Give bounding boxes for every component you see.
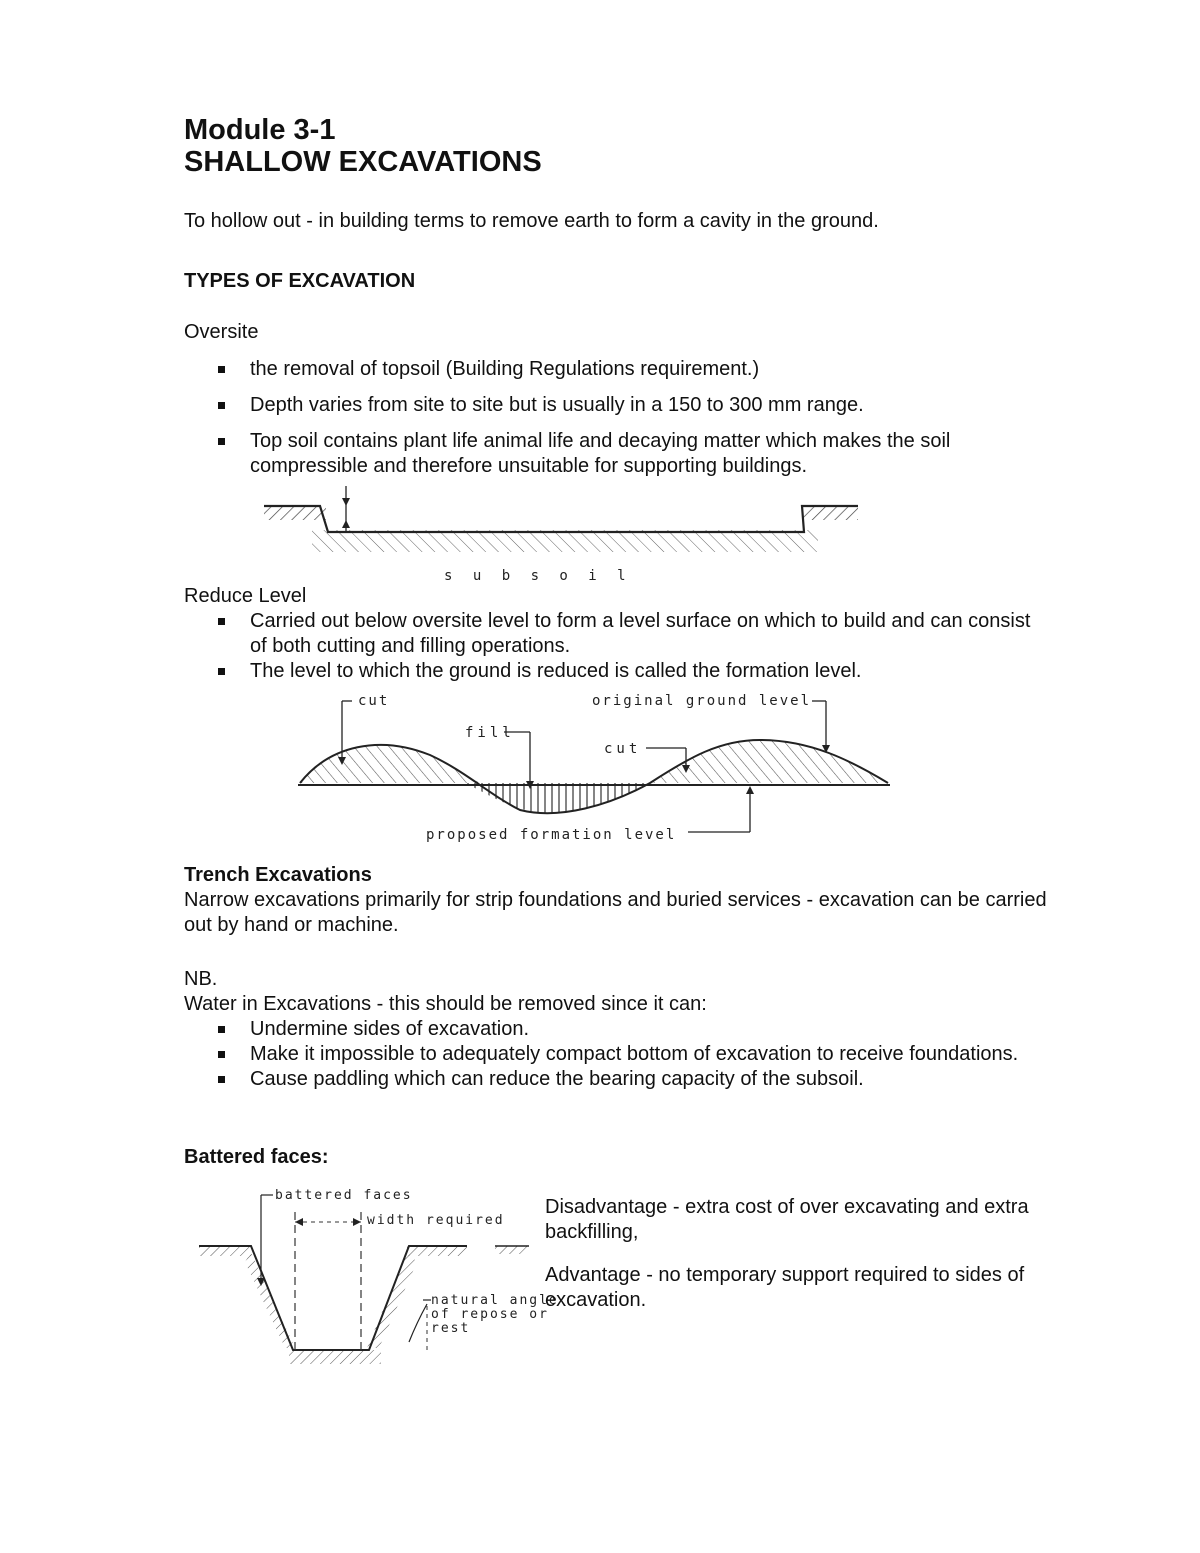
label-natural-angle-2: of repose or (431, 1307, 549, 1322)
list-item: Top soil contains plant life animal life and decaying matter which makes the soil compressible and therefore unsuitable for supporting buildings. (216, 429, 1046, 479)
ground-far-right (495, 1246, 529, 1254)
label-cut-left: cut (358, 693, 390, 709)
subsoil-band (312, 530, 818, 552)
battered-disadvantage: Disadvantage - extra cost of over excavating and extra backfilling, (545, 1196, 1029, 1243)
reduce-level-list (216, 609, 1046, 684)
battered-heading: Battered faces: (184, 1146, 329, 1168)
label-battered-faces: battered faces (275, 1188, 413, 1203)
label-proposed-formation-level: proposed formation level (426, 827, 677, 843)
label-fill: fill (465, 725, 515, 741)
soil-base (289, 1350, 381, 1364)
list-item: Depth varies from site to site but is usually in a 150 to 300 mm range. (216, 393, 1046, 418)
excavation-profile (264, 506, 858, 532)
arrow-head-icon (295, 1218, 303, 1226)
nb-label: NB. (184, 968, 218, 990)
nb-intro: Water in Excavations - this should be removed since it can: (184, 993, 707, 1015)
label-original-ground-level: original ground level (592, 693, 812, 709)
label-natural-angle-3: rest (431, 1321, 471, 1336)
fill-area (465, 783, 650, 813)
bullet-icon (218, 1026, 225, 1033)
oversite-diagram (250, 482, 870, 587)
bullet-icon (218, 366, 225, 373)
trench-text: Narrow excavations primarily for strip foundations and buried services - excavation can be carried out by hand or machine. (184, 889, 1047, 936)
ground-left (199, 1246, 251, 1256)
battered-faces-diagram (195, 1182, 559, 1387)
cut-mound-left (300, 745, 480, 783)
nb-list (216, 1017, 1046, 1092)
page-title: SHALLOW EXCAVATIONS (184, 146, 542, 178)
battered-advantage: Advantage - no temporary support required to sides of excavation. (545, 1264, 1025, 1311)
angle-arc (409, 1304, 427, 1342)
reduce-level-heading: Reduce Level (184, 585, 307, 607)
oversite-list (216, 357, 1046, 479)
arrow-head-icon (342, 520, 350, 528)
trench-heading: Trench Excavations (184, 864, 372, 886)
list-item: Make it impossible to adequately compact bottom of excavation to receive foundations. (216, 1042, 1046, 1067)
bullet-icon (218, 438, 225, 445)
arrow-head-icon (746, 786, 754, 794)
excavation-profile (199, 1246, 467, 1350)
topsoil-right (802, 506, 858, 520)
subsoil-label: s u b s o i l (444, 568, 632, 584)
bullet-icon (218, 668, 225, 675)
bullet-icon (218, 618, 225, 625)
arrow-head-icon (342, 498, 350, 506)
bullet-icon (218, 1076, 225, 1083)
arrow-head-icon (353, 1218, 361, 1226)
list-item: The level to which the ground is reduced is called the formation level. (216, 659, 1046, 684)
label-natural-angle-1: natural angle (431, 1293, 559, 1308)
types-heading: TYPES OF EXCAVATION (184, 270, 416, 292)
list-item: Undermine sides of excavation. (216, 1017, 1046, 1042)
intro-text: To hollow out - in building terms to remove earth to form a cavity in the ground. (184, 210, 879, 232)
label-width-required: width required (367, 1213, 505, 1228)
list-item: Carried out below oversite level to form a level surface on which to build and can consist of both cutting and filling operations. (216, 609, 1046, 659)
soil-left (245, 1252, 295, 1348)
oversite-heading: Oversite (184, 321, 259, 343)
list-item: the removal of topsoil (Building Regulations requirement.) (216, 357, 1046, 382)
topsoil-left (264, 506, 326, 520)
ground-right (407, 1246, 467, 1256)
bullet-icon (218, 402, 225, 409)
list-item: Cause paddling which can reduce the bearing capacity of the subsoil. (216, 1067, 1046, 1092)
label-cut-right: cut (604, 741, 642, 757)
reduce-level-diagram (290, 685, 900, 845)
module-number: Module 3-1 (184, 114, 336, 146)
bullet-icon (218, 1051, 225, 1058)
